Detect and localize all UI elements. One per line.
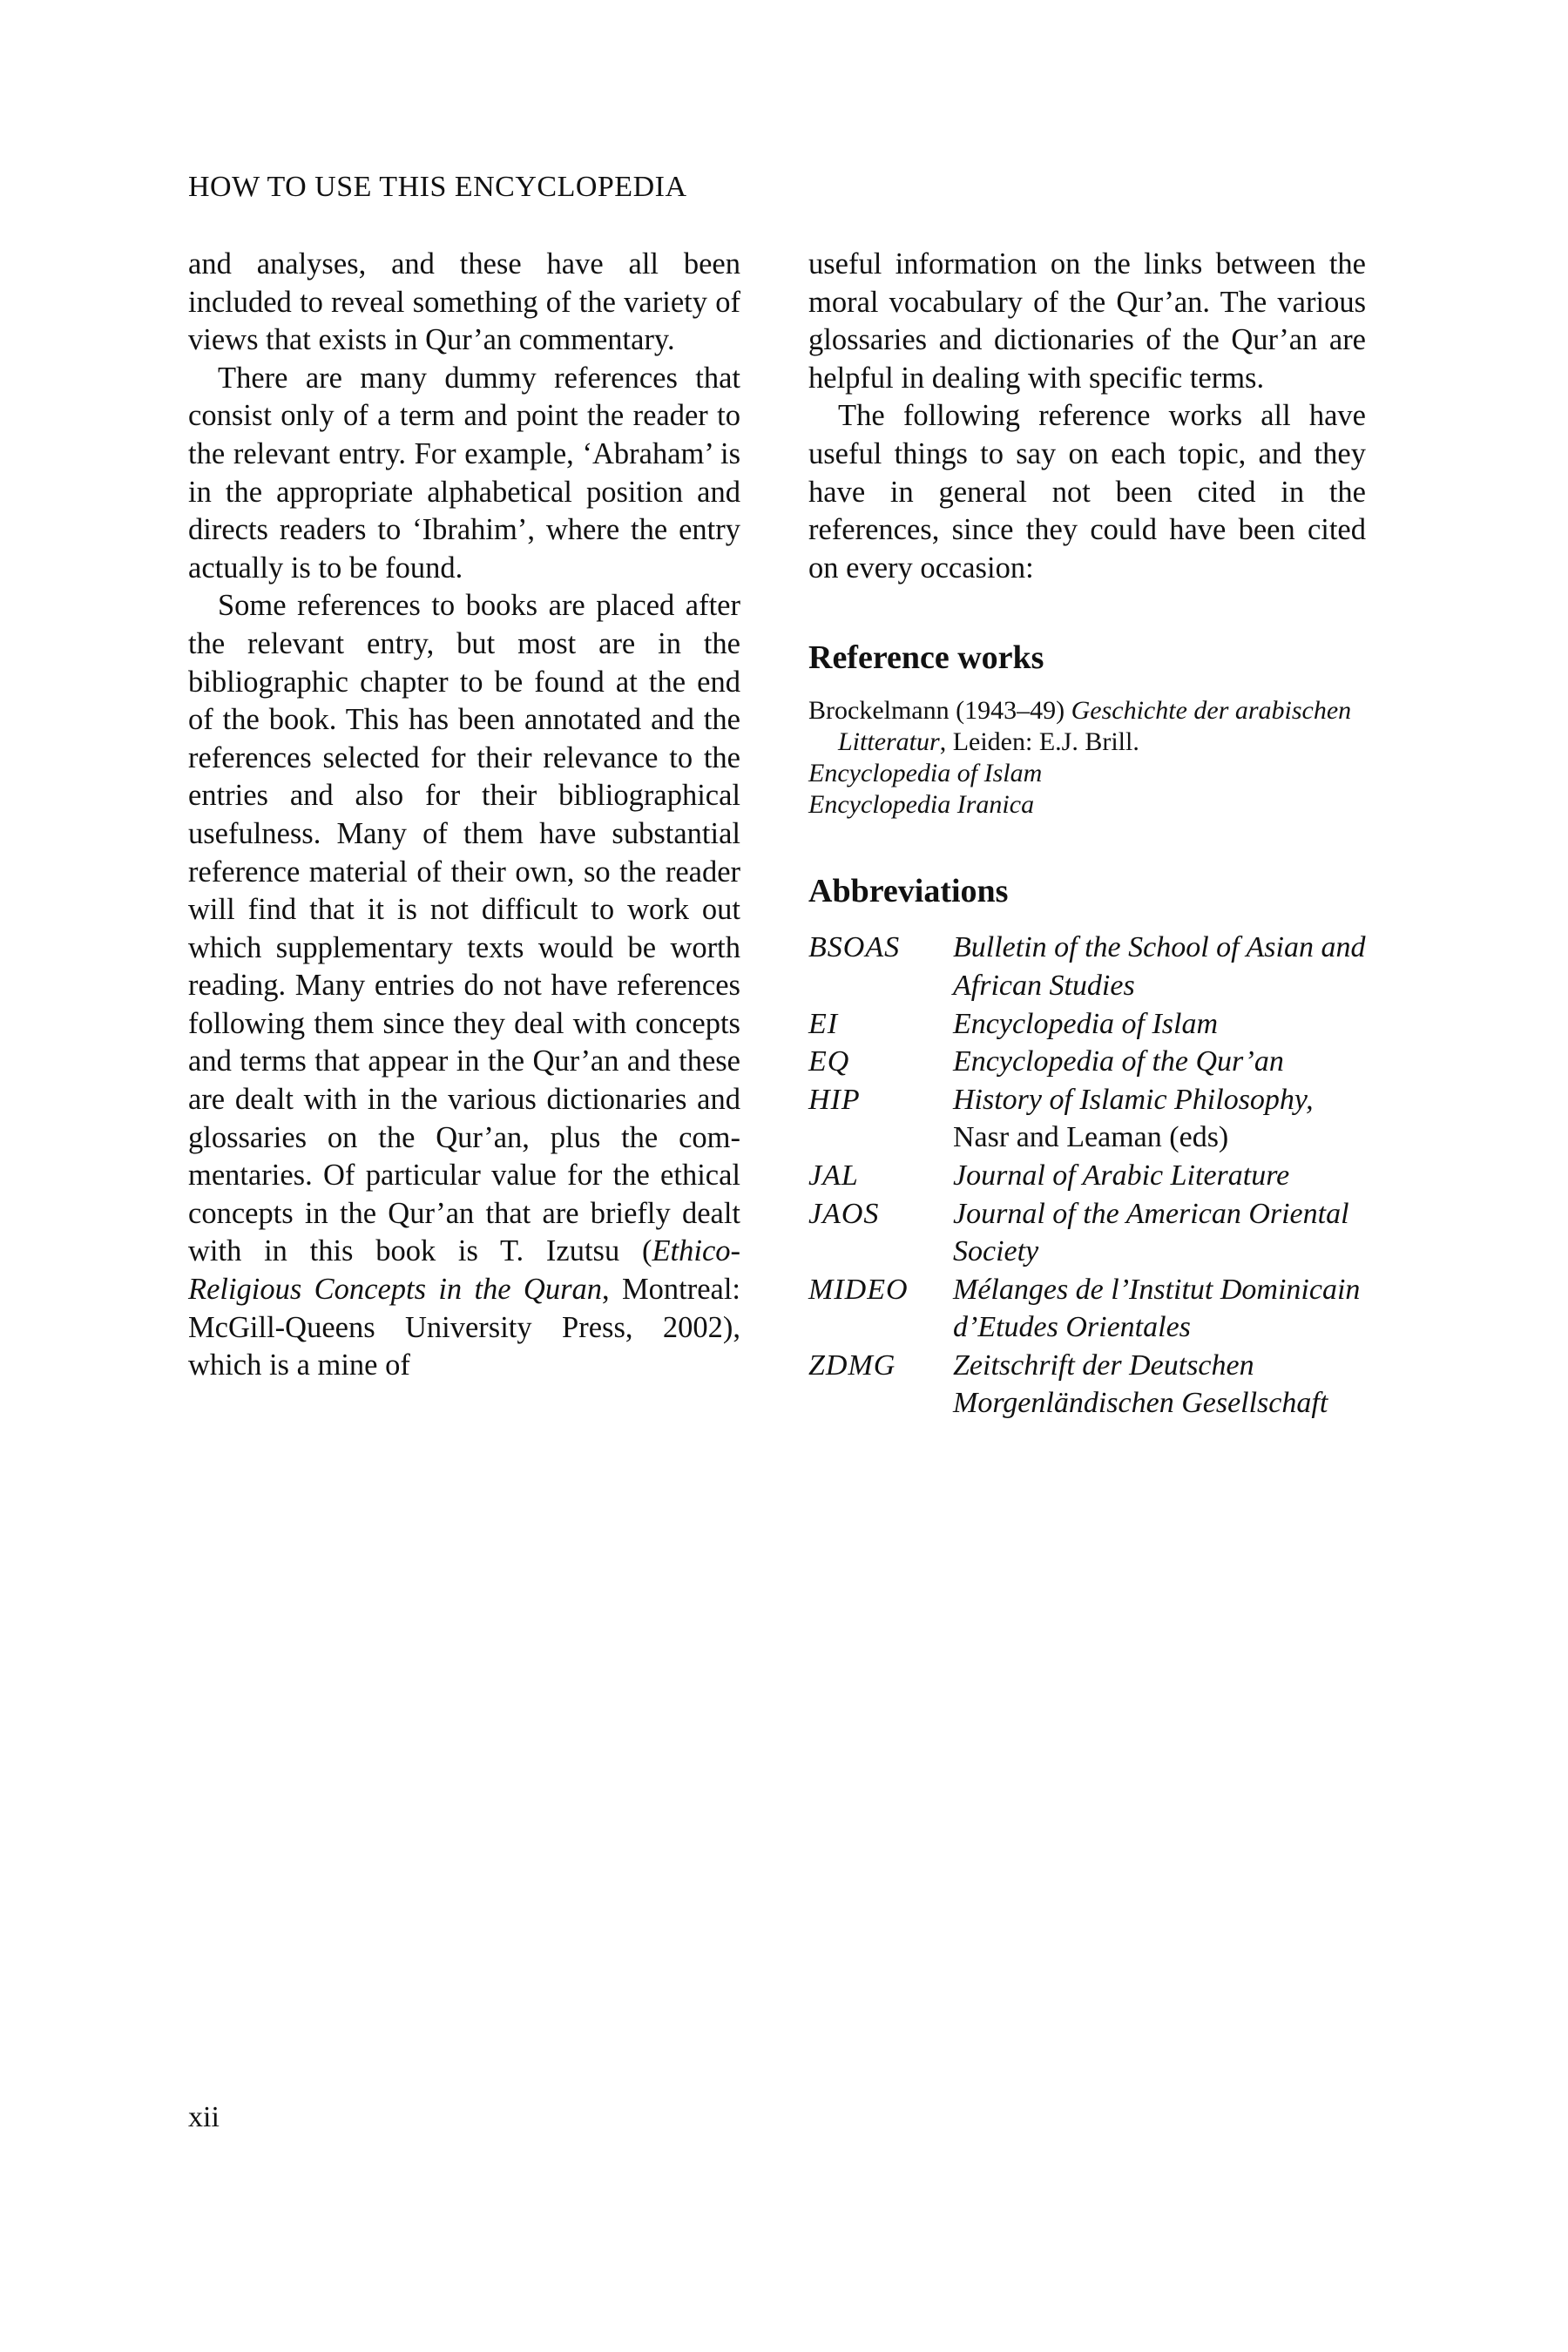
abbreviation-meaning: History of Islamic Philosophy, Nasr and Leaman (eds) xyxy=(953,1083,1314,1154)
abbreviation-meaning: Bulletin of the School of Asian and African Studies xyxy=(953,931,1366,1002)
left-column xyxy=(188,246,740,1385)
paragraph xyxy=(188,587,740,1384)
table-row xyxy=(808,1081,1366,1157)
paragraph: There are many dummy references that consist only of a term and point the reader to the relevant entry. For example, ‘Abraham’ is in the appropriate alphabetical position and directs readers to ‘Ibrahim’, where the entry actually is to be found. xyxy=(188,361,740,585)
reference-publisher: , Leiden: E.J. Brill. xyxy=(939,727,1139,757)
abbreviation: JAOS xyxy=(808,1197,880,1230)
table-row xyxy=(808,929,1366,1004)
abbreviations-heading: Abbreviations xyxy=(808,873,1009,910)
reference-author: Brockelmann (1943–49) xyxy=(808,696,1071,726)
reference-entry xyxy=(808,758,1366,789)
reference-entry xyxy=(808,695,1366,758)
abbreviation: ZDMG xyxy=(808,1348,896,1382)
abbreviation: JAL xyxy=(808,1159,859,1192)
abbreviation-meaning: Encyclopedia of the Qur’an xyxy=(953,1045,1284,1078)
paragraph: The following reference works all have useful things to say on each topic, and they have in general not been cited in the references, since they could have been cited on every occasion: xyxy=(808,399,1366,585)
abbreviation: MIDEO xyxy=(808,1273,909,1306)
abbreviation-meaning-extra: Nasr and Leaman (eds) xyxy=(953,1121,1229,1154)
book-title: Ethico-Religious Concepts in the Quran xyxy=(188,1234,740,1307)
table-row xyxy=(808,1271,1366,1347)
table-row xyxy=(808,1157,1366,1195)
reference-entry xyxy=(808,789,1366,821)
reference-works-heading: Reference works xyxy=(808,639,1044,677)
reference-title: Encyclopedia of Islam xyxy=(808,759,1043,788)
abbreviation: HIP xyxy=(808,1083,861,1116)
running-head: HOW TO USE THIS ENCYCLOPEDIA xyxy=(188,171,687,203)
right-column xyxy=(808,246,1366,1423)
table-row xyxy=(808,1043,1366,1081)
table-row xyxy=(808,1195,1366,1271)
abbreviation-meaning: Encyclopedia of Islam xyxy=(953,1007,1219,1040)
paragraph-text: Some references to books are placed after the relevant entry, but most are in the bibliographic chapter to be found at the end of the book. This has been annotated and the references selected for their relevance to the entries and also for their bibliographical usefulness. Many of them have substantial reference material of their own, so the reader will find that it is not difficult to work out which supplementary texts would be worth reading. Many entries do not have references following them since they deal with concepts and terms that appear in the Qur’an and these are dealt with in the various dictionaries and glossaries on the Qur’an, plus the commentaries. Of particular value for the ethical concepts in the Qur’an that are briefly dealt with in this book is T. Izutsu ( xyxy=(188,589,740,1268)
abbreviation-meaning: Mélanges de l’Institut Dominicain d’Etudes Orientales xyxy=(953,1273,1361,1344)
paragraph: and analyses, and these have all been included to reveal something of the variety of views that exists in Qur’an commentary. xyxy=(188,247,740,357)
reference-title: Encyclopedia Iranica xyxy=(808,790,1035,820)
abbreviation-meaning: Zeitschrift der Deutschen Morgenländischen Gesellschaft xyxy=(953,1348,1328,1420)
table-row xyxy=(808,1005,1366,1044)
abbreviation-meaning: Journal of Arabic Literature xyxy=(953,1159,1290,1192)
reference-title: Geschichte der arabischen Litteratur xyxy=(838,696,1352,757)
abbreviations-table xyxy=(808,929,1366,1423)
abbreviation: EQ xyxy=(808,1045,850,1078)
paragraph: useful information on the links between the moral vocabulary of the Qur’an. The various glossaries and dictionaries of the Qur’an are helpful in dealing with specific terms. xyxy=(808,247,1366,395)
paragraph-text: , Montreal: McGill-Queens University Press, 2002), which is a mine of xyxy=(188,1273,740,1382)
reference-works-list xyxy=(808,695,1366,821)
table-row xyxy=(808,1347,1366,1423)
abbreviation: EI xyxy=(808,1007,839,1040)
abbreviation: BSOAS xyxy=(808,931,901,964)
page-number: xii xyxy=(188,2101,220,2133)
abbreviation-meaning: Journal of the American Oriental Society xyxy=(953,1197,1349,1268)
